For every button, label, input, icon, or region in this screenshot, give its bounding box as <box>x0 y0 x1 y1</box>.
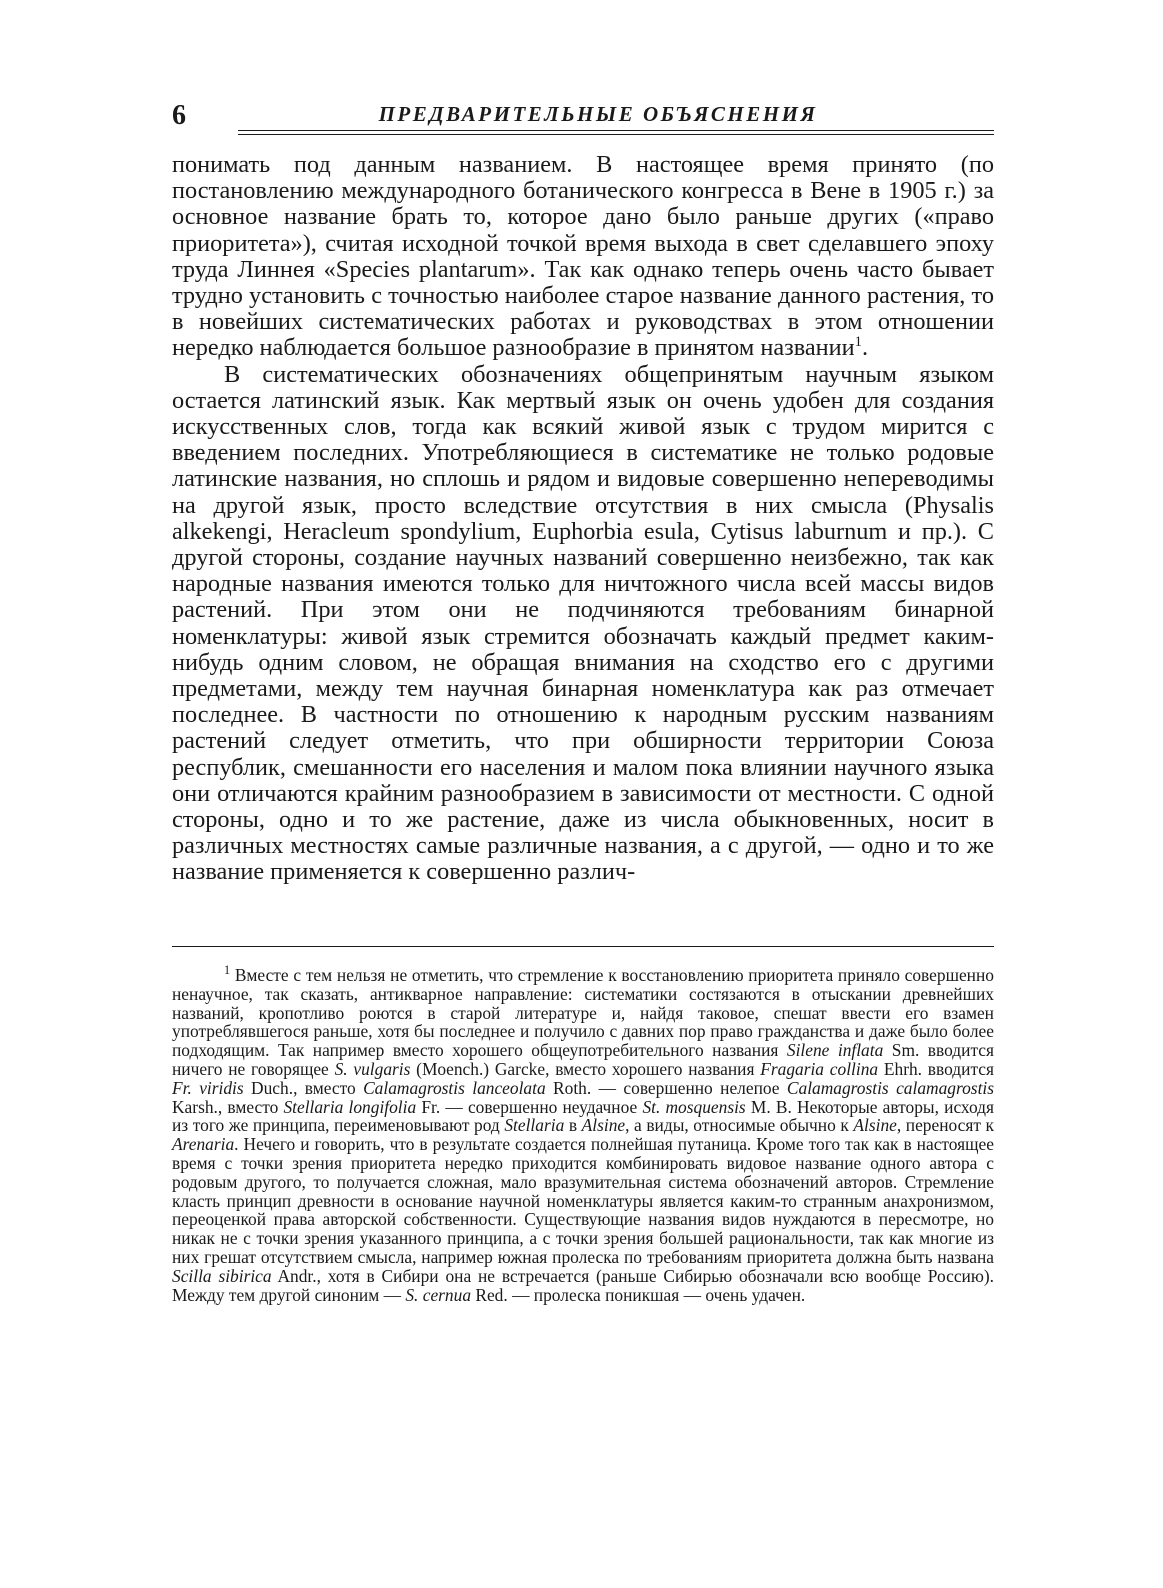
species-name: S. cernua <box>405 1284 472 1305</box>
species-name: St. mosquensis <box>642 1096 746 1117</box>
footnote-text: $^1$ Вместе с тем нельзя не отметить, что стремление к восстановлению приоритета приняло совершенно ненаучное, так сказать, антикварное направление: систематики состязаются в отыскании древнейших названий, кропотливо роются в старой литературе и, найдя таковое, спешат ввести его взамен употреблявшегося раньше, хотя бы последнее и получило с давних пор право гражданства и даже было более подходящим. Так например вместо хорошего общеупотребительного названия Silene inflata Sm. вводится ничего не говорящее S. vulgaris (Moench.) Garcke, вместо хорошего названия Fragaria collina Ehrh. вводится Fr. viridis Duch., вместо Calamagrostis lanceolata Roth. — совершенно нелепое Calamagrostis calamagrostis Karsh., вместо Stellaria longifolia Fr. — совершенно неудачное St. mosquensis M. B. Некоторые авторы, исходя из того же принципа, переименовывают род Stellaria в Alsine, а виды, относимые обычно к Alsine, переносят к Arenaria. Нечего и говорить, что в результате создается полнейшая путаница. Кроме того так как в настоящее время с точки зрения приоритета нередко приходится комбинировать видовое название одного автора с родовым другого, то получается сложная, мало вразумительная система обозначений авторов. Стремление класть принцип древности в основание научной номенклатуры является каким-то странным анахронизмом, переоценкой права авторской собственности. Существующие названия видов нуждаются в пересмотре, но никак не с точки зрения указанного принципа, а с точки зрения большей рациональности, так как многие из них грешат отсутствием смысла, например южная пролеска по требованиям приоритета должна быть названа Scilla sibirica Andr., хотя в Сибири она не встречается (раньше Сибирью обозначали всю вообще Россию). Между тем другой синоним — S. cernua Red. — пролеска поникшая — очень удачен. <box>172 963 995 1305</box>
footnote-mark: 1 <box>224 963 231 978</box>
species-name: Scilla sibirica <box>172 1265 272 1286</box>
species-name: Stellaria longifolia <box>283 1096 417 1117</box>
paragraph: понимать под данным названием. В настоящее время принято (по постановлению международного ботанического конгресса в Вене в 1905 г.) за основное название брать то, которое дано было раньше других («право приоритета»), считая исходной точкой время выхода в свет сделавшего эпоху труда Линнея «Species plantarum». Так как однако теперь очень часто бывает трудно установить с точностью наиболее старое название данного растения, то в новейших систематических работах и руководствах в этом отношении нередко наблюдается большое разнообразие в принятом названии$^1$. <box>172 151 994 362</box>
species-name: Fr. viridis <box>172 1077 244 1098</box>
header-rule <box>238 130 994 135</box>
genus-name: Stellaria <box>504 1115 565 1136</box>
species-name: Calamagrostis calamagrostis <box>786 1077 994 1098</box>
page-number: 6 <box>172 100 186 131</box>
footnote-reference: 1 <box>854 334 862 351</box>
species-name: Silene inflata <box>786 1040 884 1061</box>
paragraph: В систематических обозначениях общепринятым научным языком остается латинский язык. Как мертвый язык он очень удобен для создания искусственных слов, тогда как всякий живой язык с трудом мирится с введением последних. Употребляющиеся в систематике не только родовые латинские названия, но сплошь и рядом и видовые совершенно непереводимы на другой язык, просто вследствие отсутствия в них смысла (Physalis alkekengi, Heracleum spondylium, Euphorbia esula, Cytisus laburnum и пр.). С другой стороны, создание научных названий совершенно неизбежно, так как народные названия имеются только для ничтожного числа всей массы видов растений. При этом они не подчиняются требованиям бинарной номенклатуры: живой язык стремится обозначать каждый предмет каким-нибудь одним словом, не обращая внимания на сходство его с другими предметами, между тем научная бинарная номенклатура как раз отмечает последнее. В частности по отношению к народным русским названиям растений следует отметить, что при обширности территории Союза республик, смешанности его населения и малом пока влиянии научного языка они отличаются крайним разнообразием в зависимости от местности. С одной стороны, одно и то же растение, даже из числа обыкновенных, носит в различных местностях самые различные названия, а с другой, — одно и то же название применяется к совершенно различ- <box>172 360 994 886</box>
species-name: Calamagrostis lanceolata <box>363 1077 546 1098</box>
genus-name: Arenaria <box>172 1134 235 1155</box>
page-header <box>172 100 994 130</box>
footnote-rule <box>172 946 994 947</box>
footnote <box>172 963 995 1305</box>
running-title: ПРЕДВАРИТЕЛЬНЫЕ ОБЪЯСНЕНИЯ <box>378 102 818 126</box>
species-name: S. vulgaris <box>334 1058 411 1079</box>
main-text <box>172 152 994 886</box>
genus-name: Alsine <box>853 1115 897 1136</box>
species-name: Fragaria collina <box>760 1058 879 1079</box>
genus-name: Alsine <box>581 1115 626 1136</box>
